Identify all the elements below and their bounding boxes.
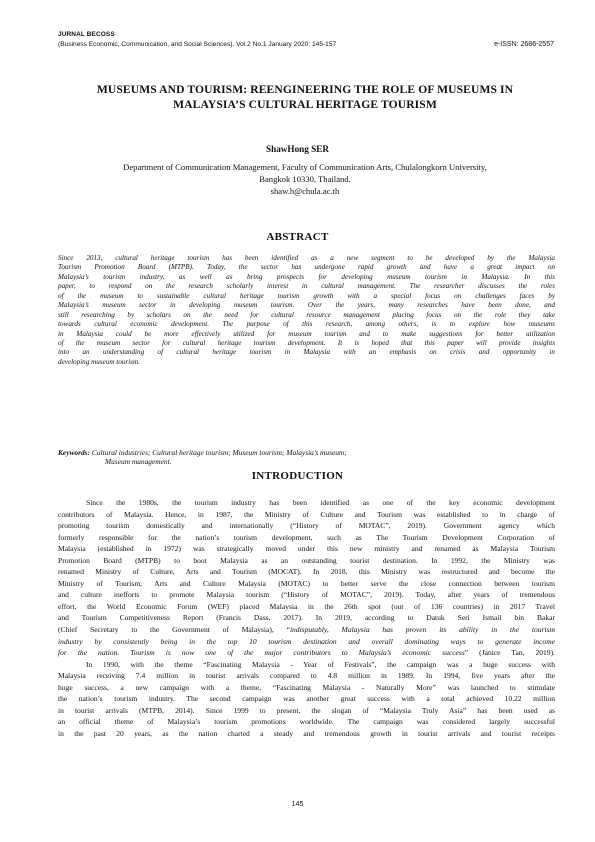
- intro-line: in tourist arrivals (MTPB, 2014). Since 1999 to present, the slogan of “Malaysia Truly Asia” has been used as: [58, 705, 555, 715]
- abstract-line: developing museum tourism.: [58, 357, 140, 366]
- abstract-line: of the museum sector for cultural heritage tourism development. It is hoped that this paper will provide insights: [58, 338, 555, 347]
- journal-name: JURNAL BECOSS: [58, 31, 115, 38]
- keywords: [58, 448, 555, 467]
- intro-line: Promotion Board (MTPB) to boot Malaysia as an outstanding tourist destination. In 1992, the Ministry was: [58, 555, 555, 565]
- intro-line: an official theme of Malaysia’s tourism promotions worldwide. The campaign was considered largely successful: [58, 717, 555, 727]
- introduction-heading: INTRODUCTION: [251, 470, 344, 482]
- author-affiliation: [60, 161, 550, 198]
- intro-quote: for the nation. Tourism is now one of the major contributors to Malaysia’s economic success: [58, 648, 465, 658]
- keywords-text: Museum management.: [105, 457, 172, 467]
- journal-series: (Business Economic, Communication, and Social Sciences), Vol.2 No.1 January 2020: 145-157: [58, 41, 337, 48]
- intro-line: Malaysia (established in 1972) was strategically moved under this new ministry and renamed as Malaysia Tourism: [58, 544, 555, 554]
- intro-line: Since the 1980s, the tourism industry has been identified as one of the key economic development: [86, 498, 555, 507]
- abstract-line: Malaysia’s tourism industry, as well as bring prospects for developing museum tourism in Malaysia. In this: [58, 272, 555, 281]
- intro-line: promoting tourism domestically and internationally (“History of MOTAC”, 2019). Government agency which: [58, 521, 555, 531]
- author-name: ShawHong SER: [265, 144, 330, 154]
- introduction-body: [58, 497, 555, 739]
- intro-line: In 1990, with the theme “Fascinating Malaysia - Year of Festivals”, the campaign was a huge success with: [86, 659, 555, 669]
- intro-line: Malaysia receiving 7.4 million in tourist arrivals compared to 4.8 million in 1989. In 1994, five years after the: [58, 671, 555, 681]
- intro-citation: ” (Janice Tan, 2019).: [464, 648, 555, 658]
- intro-line: in the past 20 years, as the nation charted a steady and tremendous growth in tourist arrivals and tourist receipts: [58, 728, 555, 738]
- abstract-line: of the museum to sustainable cultural heritage tourism growth with a special focus on challenges faces by: [58, 291, 555, 300]
- paper-title: [50, 82, 560, 112]
- intro-line: and culture inefforts to promote Malaysia tourism (“History of MOTAC”, 2019). Today, after years of tremendous: [58, 590, 555, 600]
- abstract-line: Tourism Promotion Board (MTPB). Today, the sector has undergone rapid growth and have a great impact on: [58, 263, 555, 272]
- intro-line: effort, the World Economic Forum (WEF) placed Malaysia in the 26th spot (out of 136 countries) in 2017 Travel: [58, 601, 555, 611]
- author-email: shaw.h@chula.ac.th: [270, 186, 340, 197]
- intro-line: [58, 624, 555, 636]
- intro-quote: indisputably, Malaysia has proven its ability in the tourism: [289, 625, 555, 635]
- intro-quote: industry by consistently being in the top 10 tourism destination and overall dominating ways to generate income: [58, 636, 555, 646]
- intro-line: renamed Ministry of Culture, Arts and Tourism (MOCAT). In 2018, this Ministry was restructured and become the: [58, 567, 555, 577]
- intro-line: contributors of Malaysia. Hence, in 1987, the Ministry of Culture and Tourism was established to in charge of: [58, 509, 555, 519]
- abstract-line: into an understanding of cultural heritage tourism in Malaysia with an emphasis on crisis and opportunity in: [58, 348, 555, 357]
- abstract-heading: ABSTRACT: [266, 231, 329, 243]
- abstract-line: still researching by scholars on the need for cultural resource management placing focus on the role they take: [58, 310, 555, 319]
- title-line: MUSEUMS AND TOURISM: REENGINEERING THE ROLE OF MUSEUMS IN: [96, 83, 514, 96]
- intro-line: huge success, a new campaign with a theme, “Fascinating Malaysia - Naturally More” was launched to stimulate: [58, 682, 555, 692]
- intro-text: (Chief Secretary to the Government of Malaysia), “: [58, 625, 290, 635]
- keywords-label: Keywords:: [58, 448, 91, 457]
- abstract-line: paper, to respond on the research scholarly interest in cultural management. The researcher discusses the roles: [58, 282, 555, 291]
- abstract-line: Malaysia’s museum sector in developing museum tourism. Over the years, many researches have been done, and: [58, 301, 555, 310]
- abstract-body: [58, 254, 555, 367]
- affiliation-line: Bangkok 10330, Thailand.: [259, 174, 351, 185]
- intro-line: and Tourism Competitiveness Report (Francis Dass, 2017). In 2019, according to Datuk Seri Ismail bin Bakar: [58, 613, 555, 623]
- abstract-line: Since 2013, cultural heritage tourism has been identified as a new segment to be developed by the Malaysia: [58, 254, 555, 262]
- title-line: MALAYSIA’S CULTURAL HERITAGE TOURISM: [173, 98, 437, 111]
- intro-line: the nation’s tourism industry. The second campaign was another great success with a total achieved 10.22 million: [58, 694, 555, 704]
- intro-line: [58, 636, 555, 648]
- intro-line: formerly responsible for the nation’s tourism development, such as The Tourism Development Corporation of: [58, 532, 555, 542]
- keywords-text: Cultural industries; Cultural heritage tourism; Museum tourism; Malaysia’s museum;: [91, 448, 347, 457]
- page-number: 145: [291, 801, 304, 808]
- intro-line: [58, 647, 555, 659]
- journal-issn: e-ISSN: 2686-2557: [494, 41, 554, 48]
- abstract-line: towards cultural economic development. The purpose of this research, among others, is to explore how museums: [58, 320, 555, 329]
- abstract-line: in Malaysia could be more effectively utilized for museum tourism and to make suggestions for better utilization: [58, 329, 555, 338]
- affiliation-line: Department of Communication Management, Faculty of Communication Arts, Chulalongkorn University,: [123, 162, 487, 172]
- intro-line: Ministry of Tourism, Arts and Culture Malaysia (MOTAC) to better serve the close connection between tourism: [58, 578, 555, 588]
